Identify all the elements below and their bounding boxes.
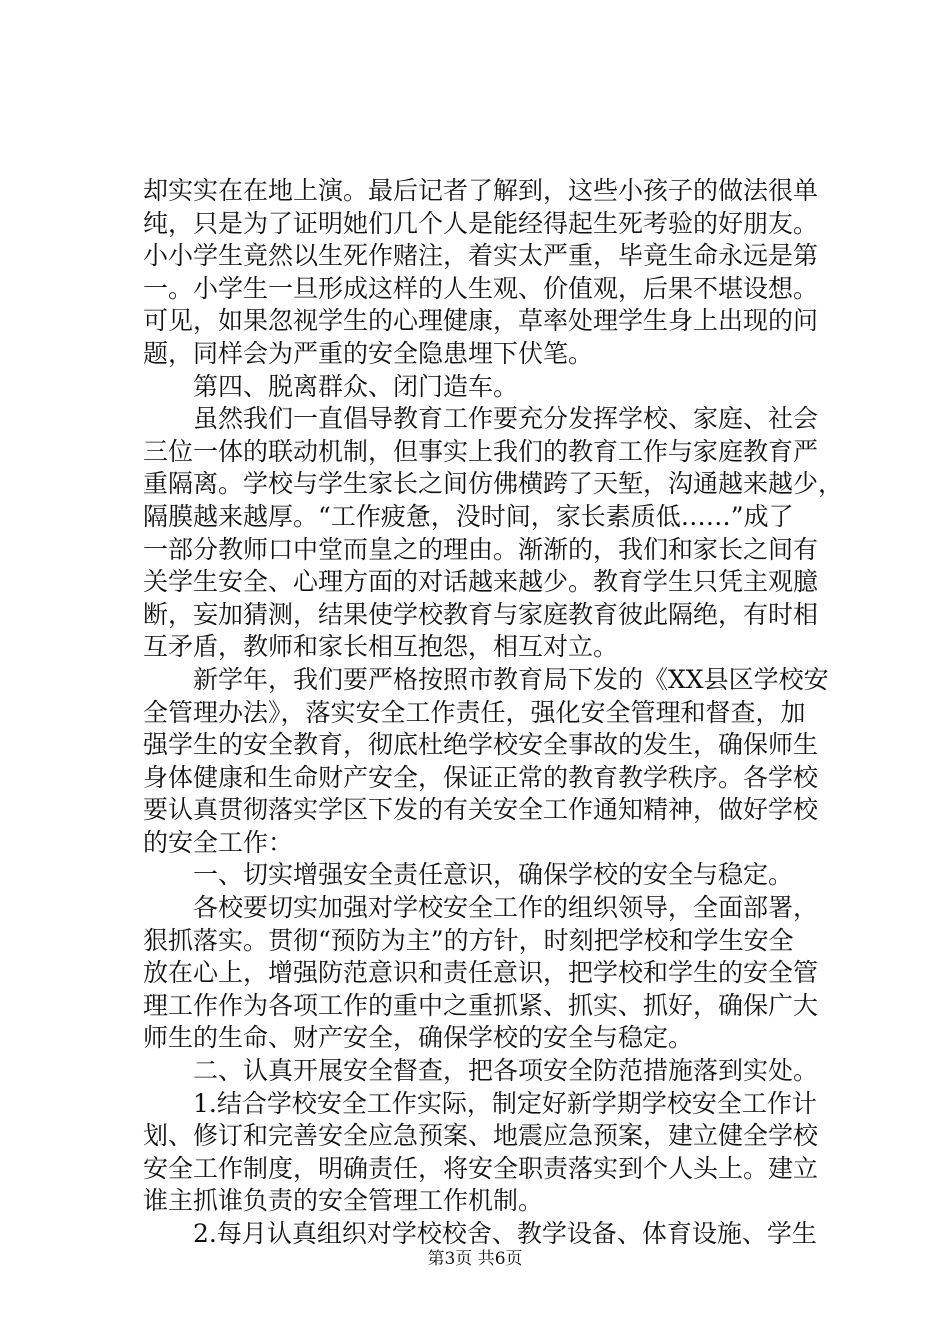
text-line: 关学生安全、心理方面的对话越来越少。教育学生只凭主观臆 <box>143 567 819 597</box>
text-line: 的安全工作： <box>143 827 294 857</box>
text-line: 2.每月认真组织对学校校舍、教学设备、体育设施、学生 <box>143 1219 817 1248</box>
text-line: 放在心上，增强防范意识和责任意识，把学校和学生的安全管 <box>143 958 819 988</box>
text-line: 安全工作制度，明确责任，将安全职责落实到个人头上。建立 <box>143 1153 819 1183</box>
text-line: 身体健康和生命财产安全，保证正常的教育教学秩序。各学校 <box>143 762 819 792</box>
text-line: 新学年，我们要严格按照市教育局下发的《XX县区学校安 <box>143 664 829 694</box>
text-line: 谁主抓谁负责的安全管理工作机制。 <box>143 1186 544 1216</box>
text-line: 第四、脱离群众、闭门造车。 <box>143 371 519 401</box>
text-line: 隔膜越来越厚。“工作疲惫，没时间，家长素质低……”成了 <box>143 501 794 531</box>
text-line: 要认真贯彻落实学区下发的有关安全工作通知精神，做好学校 <box>143 795 819 825</box>
text-line: 可见，如果忽视学生的心理健康，草率处理学生身上出现的问 <box>143 306 819 336</box>
text-line: 三位一体的联动机制，但事实上我们的教育工作与家庭教育严 <box>143 436 819 466</box>
page-footer: 第3页 共6页 <box>427 1249 523 1269</box>
text-line: 一、切实增强安全责任意识，确保学校的安全与稳定。 <box>143 860 794 890</box>
text-line: 师生的生命、财产安全，确保学校的安全与稳定。 <box>143 1023 694 1053</box>
text-line: 小小学生竟然以生死作赌注，着实太严重，毕竟生命永远是第 <box>143 241 819 271</box>
text-line: 题，同样会为严重的安全隐患埋下伏笔。 <box>143 338 594 368</box>
text-line: 1.结合学校安全工作实际，制定好新学期学校安全工作计 <box>143 1088 817 1118</box>
text-line: 强学生的安全教育，彻底杜绝学校安全事故的发生，确保师生 <box>143 730 819 760</box>
text-line: 理工作作为各项工作的重中之重抓紧、抓实、抓好，确保广大 <box>143 990 819 1020</box>
body-text <box>143 175 843 1251</box>
text-line: 各校要切实加强对学校安全工作的组织领导，全面部署， <box>143 893 819 923</box>
text-line: 二、认真开展安全督查，把各项安全防范措施落到实处。 <box>143 1056 819 1086</box>
text-line: 断，妄加猜测，结果使学校教育与家庭教育彼此隔绝，有时相 <box>143 599 819 629</box>
text-line: 狠抓落实。贯彻“预防为主”的方针，时刻把学校和学生安全 <box>143 925 794 955</box>
text-line: 纯，只是为了证明她们几个人是能经得起生死考验的好朋友。 <box>143 208 819 238</box>
text-line: 划、修订和完善安全应急预案、地震应急预案，建立健全学校 <box>143 1121 819 1151</box>
text-line: 互矛盾，教师和家长相互抱怨，相互对立。 <box>143 632 619 662</box>
text-line: 重隔离。学校与学生家长之间仿佛横跨了天堑，沟通越来越少， <box>143 469 844 499</box>
text-line: 虽然我们一直倡导教育工作要充分发挥学校、家庭、社会 <box>143 404 819 434</box>
text-line: 一部分教师口中堂而皇之的理由。渐渐的，我们和家长之间有 <box>143 534 819 564</box>
text-line: 全管理办法》，落实安全工作责任，强化安全管理和督查，加 <box>143 697 806 727</box>
text-line: 一。小学生一旦形成这样的人生观、价值观，后果不堪设想。 <box>143 273 819 303</box>
text-line: 却实实在在地上演。最后记者了解到，这些小孩子的做法很单 <box>143 176 819 205</box>
